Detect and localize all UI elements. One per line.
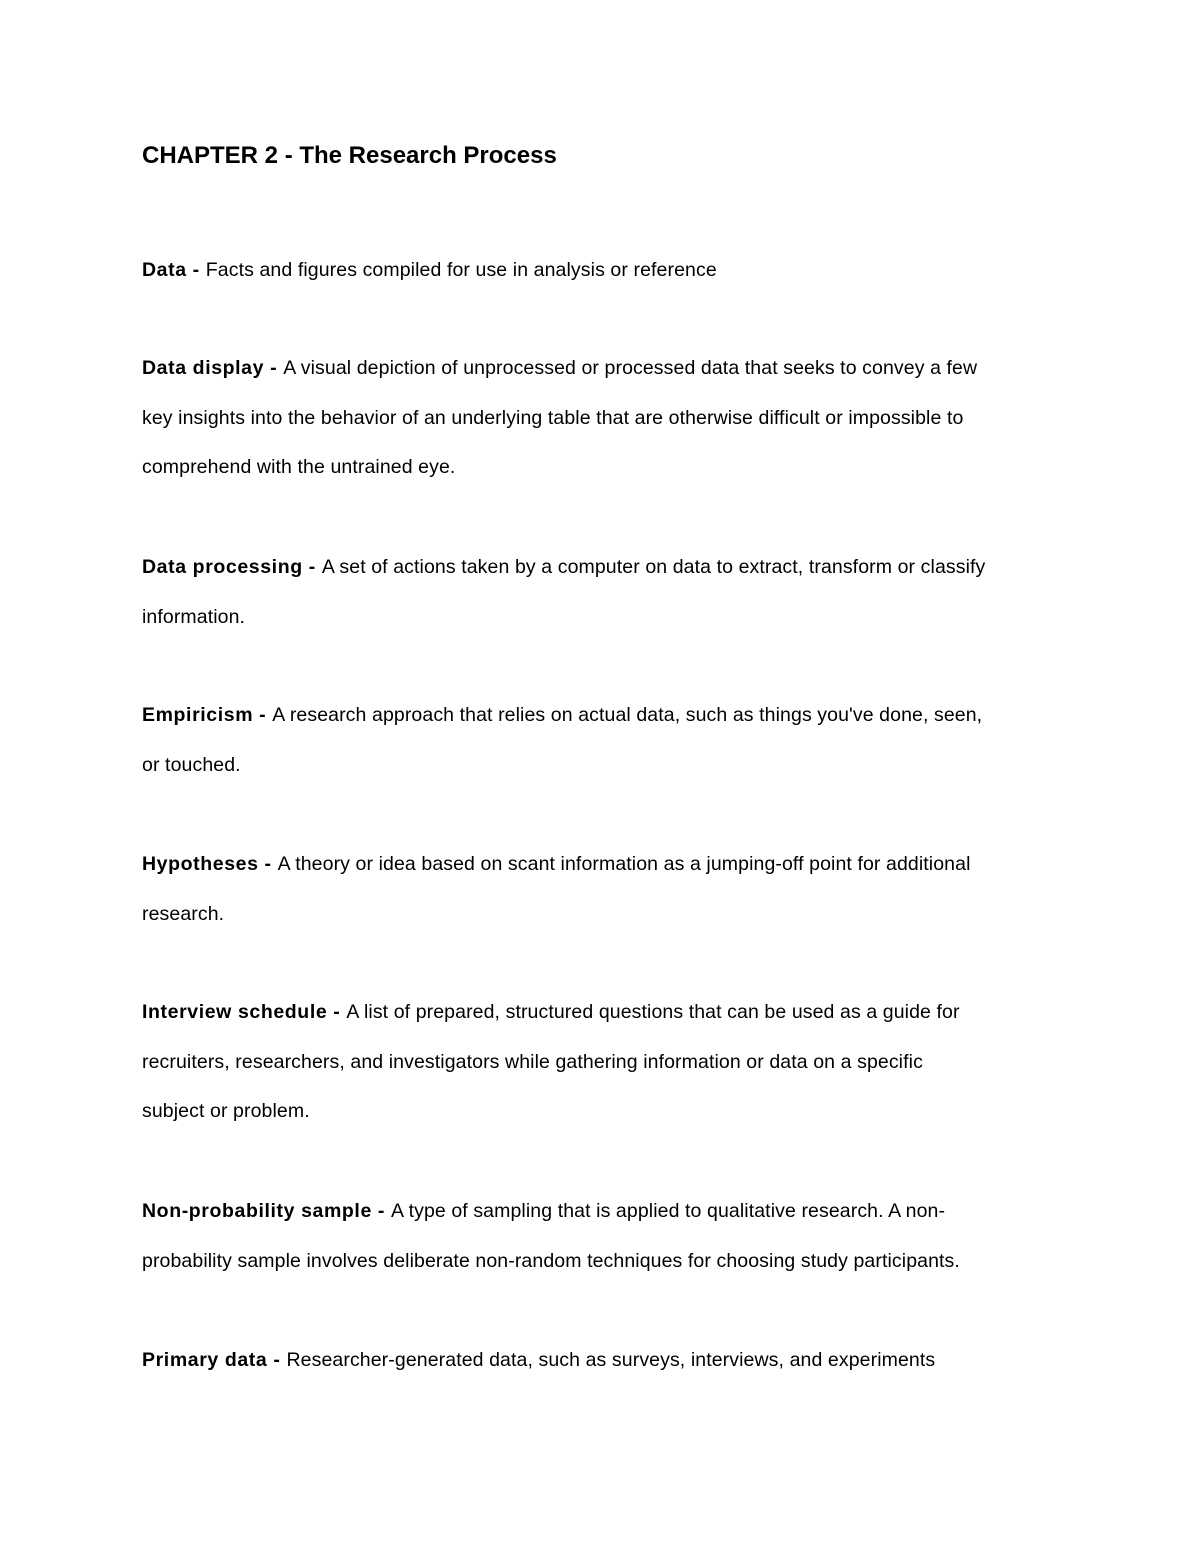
definition-text: A visual depiction of unprocessed or processed data that seeks to convey a few	[283, 357, 978, 379]
definition-text: Facts and figures compiled for use in analysis or reference	[205, 259, 717, 281]
definition-text: recruiters, researchers, and investigators while gathering information or data on a specific	[142, 1050, 923, 1073]
definition-text: A set of actions taken by a computer on data to extract, transform or classify	[321, 556, 986, 578]
term-label: Data -	[142, 259, 206, 281]
definition-entry-hypotheses	[142, 840, 1062, 939]
definition-entry-non-probability-sample	[142, 1187, 1062, 1286]
term-label: Empiricism -	[142, 704, 273, 726]
term-label: Non-probability sample -	[142, 1200, 392, 1222]
definition-text: research.	[142, 902, 225, 925]
term-label: Data display -	[142, 357, 284, 379]
definition-entry-data-display	[142, 344, 1062, 493]
page-title: CHAPTER 2 - The Research Process	[142, 142, 557, 169]
definition-line	[142, 1187, 1062, 1237]
definition-text: or touched.	[142, 753, 241, 776]
definition-line	[142, 840, 1062, 890]
definition-entry-interview-schedule	[142, 988, 1062, 1137]
term-label: Data processing -	[142, 556, 322, 578]
definition-line	[142, 246, 1062, 296]
definition-line	[142, 691, 1062, 741]
term-label: Primary data -	[142, 1349, 287, 1371]
term-label: Interview schedule -	[142, 1001, 347, 1023]
definition-line	[142, 344, 1062, 394]
definition-entry-data-processing	[142, 543, 1062, 642]
definition-text: Researcher-generated data, such as surveys, interviews, and experiments	[286, 1349, 936, 1371]
definition-text: information.	[142, 605, 246, 628]
definition-entry-data	[142, 246, 1062, 296]
definition-text: A list of prepared, structured questions that can be used as a guide for	[346, 1001, 960, 1023]
term-label: Hypotheses -	[142, 853, 278, 875]
definition-entry-empiricism	[142, 691, 1062, 790]
definition-text: subject or problem.	[142, 1100, 310, 1122]
definition-entry-primary-data	[142, 1336, 1062, 1386]
definition-line	[142, 543, 1062, 593]
definition-line	[142, 1336, 1062, 1386]
definition-line	[142, 988, 1062, 1038]
definition-text: A theory or idea based on scant information as a jumping-off point for additional	[277, 853, 971, 875]
definition-text: A type of sampling that is applied to qualitative research. A non-	[391, 1200, 946, 1222]
definition-text: probability sample involves deliberate non-random techniques for choosing study participants.	[142, 1249, 960, 1272]
definition-text: A research approach that relies on actual data, such as things you've done, seen,	[272, 704, 983, 726]
definition-text: comprehend with the untrained eye.	[142, 456, 456, 478]
definition-text: key insights into the behavior of an underlying table that are otherwise difficult or impossible to	[142, 406, 964, 429]
